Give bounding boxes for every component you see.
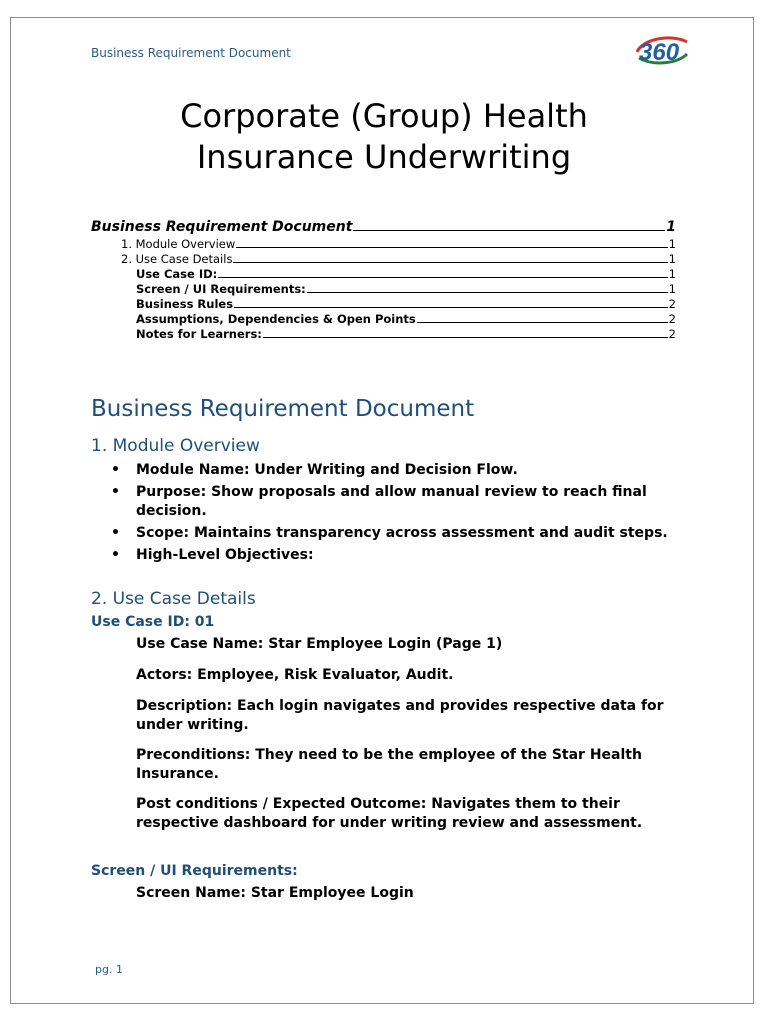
page-number: pg. 1 (95, 963, 123, 976)
list-item: • Purpose: Show proposals and allow manual review to reach final decision. (111, 484, 647, 519)
list-item: • Scope: Maintains transparency across assessment and audit steps. (111, 525, 668, 541)
use-case-details-heading: 2. Use Case Details (91, 589, 256, 609)
toc-entry[interactable]: Business Rules 2 (136, 297, 676, 311)
screen-ui-heading: Screen / UI Requirements: (91, 863, 298, 879)
module-overview-list (91, 461, 681, 568)
toc-entry[interactable]: 1. Module Overview 1 (121, 237, 676, 251)
toc-entry[interactable]: Notes for Learners: 2 (136, 327, 676, 341)
table-of-contents (91, 219, 676, 342)
header-doc-label: Business Requirement Document (91, 46, 291, 60)
module-overview-heading: 1. Module Overview (91, 436, 260, 456)
svg-text:360: 360 (639, 39, 680, 66)
screen-name: Screen Name: Star Employee Login (136, 885, 414, 901)
use-case-id-heading: Use Case ID: 01 (91, 614, 215, 630)
use-case-actors: Actors: Employee, Risk Evaluator, Audit. (136, 667, 454, 683)
toc-entry[interactable]: Business Requirement Document 1 (91, 219, 676, 235)
toc-entry[interactable]: Assumptions, Dependencies & Open Points 2 (136, 312, 676, 326)
list-item: • High-Level Objectives: (111, 547, 314, 563)
company-logo (633, 34, 691, 66)
use-case-postconditions: Post conditions / Expected Outcome: Navigates them to their respective dashboard for under writing review and assessment. (136, 796, 643, 831)
title-line-1: Corporate (Group) Health (180, 97, 588, 135)
section-heading: Business Requirement Document (91, 396, 475, 422)
toc-entry[interactable]: Screen / UI Requirements: 1 (136, 282, 676, 296)
document-title (0, 96, 768, 178)
list-item: • Module Name: Under Writing and Decision Flow. (111, 462, 518, 478)
title-line-2: Insurance Underwriting (196, 138, 572, 176)
use-case-description: Description: Each login navigates and provides respective data for under writing. (136, 698, 664, 733)
use-case-name: Use Case Name: Star Employee Login (Page 1) (136, 636, 503, 652)
toc-entry[interactable]: Use Case ID: 1 (136, 267, 676, 281)
toc-entry[interactable]: 2. Use Case Details 1 (121, 252, 676, 266)
use-case-preconditions: Preconditions: They need to be the employee of the Star Health Insurance. (136, 747, 642, 782)
